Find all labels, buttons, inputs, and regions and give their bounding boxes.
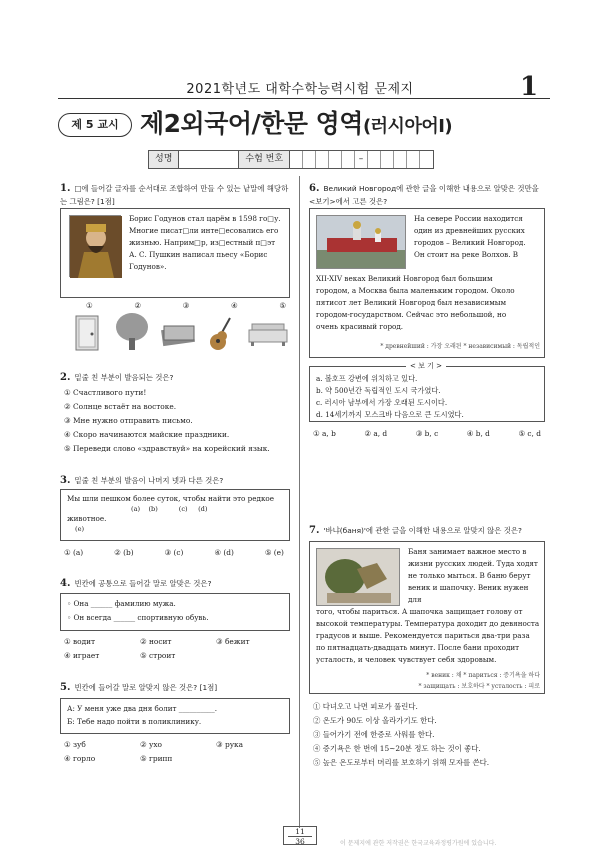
question-prompt: 밑줄 친 부분이 발음되는 것은? (74, 373, 174, 382)
passage-line: XII-XIV веках Великий Новгород был большим (316, 274, 493, 283)
option-4[interactable]: ④ (d) (214, 548, 234, 557)
option-1[interactable]: ① a, b (313, 429, 336, 438)
passage-line: животное. (67, 514, 107, 523)
passage-line: городов – Великий Новгород. (414, 238, 526, 247)
q3-passage-box (60, 489, 290, 541)
id-digit-field[interactable] (420, 151, 433, 168)
novgorod-photo (316, 215, 406, 269)
option-3[interactable]: ③ бежит (216, 637, 250, 646)
q6-bogi-box (309, 362, 545, 422)
option-4[interactable]: ④ Скоро начинаются майские праздники. (64, 430, 230, 439)
passage-line: городом, а Москва была маленьким городом. Около (316, 286, 515, 295)
id-digit-field[interactable] (407, 151, 420, 168)
passage-line: ◦ Он всегда ______ спортивную обувь. (67, 613, 209, 622)
option-4[interactable]: ④ играет (64, 651, 100, 660)
question-1 (60, 182, 292, 208)
q6-passage-box (309, 208, 545, 358)
option-2[interactable]: ② ухо (140, 740, 162, 749)
q5-dialogue-box (60, 698, 290, 734)
q7-gloss-2: * защищать : 보호하다 * усталость : 피로 (418, 683, 540, 690)
q7-passage-body (316, 606, 542, 666)
passage-line: градусов и выше. Рекомендуется париться два-три раза (316, 631, 530, 640)
bogi-label: < 보 기 > (406, 360, 446, 372)
period-badge: 제 5 교시 (58, 113, 132, 137)
option-5[interactable]: ⑤ Переведи слово «здравствуй» на корейский язык. (64, 444, 270, 453)
option-4[interactable]: ④ b, d (466, 429, 490, 438)
q6-gloss: * древнейший : 가장 오래된 * независимый : 독립적인 (380, 343, 540, 350)
passage-line: пятисот лет Великий Новгород был независимым (316, 298, 507, 307)
option-5[interactable]: ⑤ (279, 301, 286, 310)
question-6 (309, 182, 545, 208)
option-3[interactable]: ③ b, c (415, 429, 439, 438)
q7-passage-top (408, 546, 540, 606)
passage-line: Многие писат□ли инте□есовались его (129, 226, 279, 235)
passage-line: того, чтобы париться. А шапочка защищает голову от (316, 607, 523, 616)
id-dash: – (355, 151, 368, 168)
option-2[interactable]: ② (b) (114, 548, 134, 557)
passage-line: один из древнейших русских (414, 226, 525, 235)
option-2[interactable]: ② 온도가 90도 이상 올라가기도 한다. (313, 716, 437, 725)
question-number: 1. (60, 183, 71, 194)
id-digit-field[interactable] (342, 151, 355, 168)
id-digit-field[interactable] (290, 151, 303, 168)
bogi-item: b. 약 500년간 독립적인 도시 국가였다. (316, 386, 441, 395)
passage-line: жизнью. Наприм□р, из□естный п□эт (129, 238, 276, 247)
q5-options (64, 738, 294, 766)
passage-line: ◦ Она ______ фамилию мужа. (67, 599, 176, 608)
id-label: 수험 번호 (239, 151, 290, 168)
id-digit-field[interactable] (316, 151, 329, 168)
question-prompt: Великий Новгород에 관한 글을 이해한 내용으로 알맞은 것만을 <보기>에서 고른 것은? (309, 184, 539, 206)
total-pages: 36 (288, 836, 312, 846)
q1-options (86, 300, 286, 312)
question-number: 4. (60, 578, 71, 589)
option-5[interactable]: ⑤ грипп (140, 754, 173, 763)
q3-options (64, 547, 284, 559)
passage-line: Мы шли пешком более суток, чтобы найти это редкое (67, 494, 275, 503)
passage-line: высокой температуры. Температура доходит до девяноста (316, 619, 540, 628)
option-4[interactable]: ④ горло (64, 754, 96, 763)
q7-gloss-1: * веник : 채 * париться : 증기욕을 하다 (426, 672, 540, 679)
option-3[interactable]: ③ Мне нужно отправить письмо. (64, 416, 193, 425)
question-prompt: □에 들어갈 글자를 순서대로 조합하여 만들 수 있는 낱말에 해당하는 그림은? [1점] (60, 184, 289, 206)
id-digit-field[interactable] (303, 151, 316, 168)
banya-photo (316, 548, 400, 606)
current-page: 11 (295, 827, 305, 836)
subject-title (140, 104, 452, 140)
passage-line: не только мыться. В баню берут (408, 571, 531, 580)
question-prompt: 빈칸에 공통으로 들어갈 말로 알맞은 것은? (74, 579, 212, 588)
q6-options (313, 428, 541, 440)
question-prompt: '바냐(баня)'에 관한 글을 이해한 내용으로 알맞지 않은 것은? (323, 526, 522, 535)
option-5[interactable]: ⑤ 높은 온도로부터 머리를 보호하기 위해 모자를 쓴다. (313, 758, 490, 767)
passage-line: Годунов». (129, 262, 167, 271)
id-digit-field[interactable] (368, 151, 381, 168)
header-divider (58, 98, 550, 99)
subject-name: 제2외국어/한문 영역 (140, 109, 363, 138)
q4-passage-box (60, 593, 290, 631)
passage-line: жизни русских людей. Туда ходят (408, 559, 538, 568)
bogi-item: c. 러시아 남부에서 가장 오래된 도시이다. (316, 398, 448, 407)
option-2[interactable]: ② Солнце встаёт на востоке. (64, 402, 177, 411)
option-5[interactable]: ⑤ c, d (518, 429, 541, 438)
question-prompt: 밑줄 친 부분의 발음이 나머지 넷과 다른 것은? (74, 476, 224, 485)
option-3[interactable]: ③ (182, 301, 190, 310)
q1-passage-box (60, 208, 290, 298)
name-field[interactable] (179, 151, 239, 168)
q7-passage-box (309, 541, 545, 694)
option-5[interactable]: ⑤ строит (140, 651, 176, 660)
option-1[interactable]: ① (86, 301, 93, 310)
page-number: 1 (520, 72, 539, 102)
door-icon (72, 314, 102, 352)
option-2[interactable]: ② (134, 301, 141, 310)
bogi-item: a. 볼호프 강변에 위치하고 있다. (316, 374, 418, 383)
passage-line: по пятнадцать-двадцать минут. После бани проходит (316, 643, 520, 652)
passage-line: На севере России находится (414, 214, 523, 223)
subject-language: (러시아어Ⅰ) (362, 116, 453, 137)
passage-line: Он стоит на реке Волхов. В (414, 250, 519, 259)
q6-passage-body (316, 273, 542, 333)
option-2[interactable]: ② носит (140, 637, 172, 646)
question-3 (60, 474, 292, 487)
sofa-icon (248, 318, 288, 348)
dialogue-line: Б: Тебе надо пойти в поликлинику. (67, 717, 202, 726)
q7-options (313, 700, 545, 770)
q6-passage-top (414, 213, 540, 261)
underline-mark-e: (e) (75, 525, 85, 533)
passage-line: А. С. Пушкин написал пьесу «Борис (129, 250, 268, 259)
dialogue-line: А: У меня уже два дня болит __________. (67, 704, 218, 713)
question-7 (309, 524, 545, 537)
passage-line: веник и шапочку. Веник нужен для (408, 583, 529, 604)
option-3[interactable]: ③ рука (216, 740, 244, 749)
page-counter (283, 826, 317, 845)
candidate-info-row (148, 150, 434, 169)
question-5 (60, 681, 292, 694)
option-3[interactable]: ③ (c) (164, 548, 184, 557)
id-digit-field[interactable] (329, 151, 342, 168)
q1-passage-text (129, 213, 285, 273)
exam-title: 2021학년도 대학수학능력시험 문제지 (186, 82, 414, 97)
passage-line: Борис Годунов стал царём в 1598 го□у. (129, 214, 281, 223)
passage-line: очень красивый город. (316, 322, 404, 331)
question-number: 5. (60, 682, 71, 693)
money-icon (160, 322, 196, 348)
option-2[interactable]: ② a, d (364, 429, 388, 438)
passage-line: Баня занимает важное место в (408, 547, 527, 556)
question-2 (60, 371, 292, 384)
bogi-item: d. 14세기까지 모스크바 다음으로 큰 도시였다. (316, 410, 464, 419)
id-digit-field[interactable] (394, 151, 407, 168)
option-1[interactable]: ① водит (64, 637, 96, 646)
q4-options (64, 635, 294, 663)
underline-marks: (a) (b) (c) (d) (131, 505, 208, 513)
portrait-image (69, 215, 121, 277)
column-divider (299, 176, 300, 828)
option-1[interactable]: ① (a) (64, 548, 84, 557)
question-number: 7. (309, 525, 320, 536)
q2-options (64, 386, 294, 456)
option-1[interactable]: ① зуб (64, 740, 86, 749)
option-1[interactable]: ① 다녀오고 나면 피로가 풀린다. (313, 702, 418, 711)
question-prompt: 빈칸에 들어갈 말로 알맞지 않은 것은? [1점] (74, 683, 218, 692)
copyright-notice: 이 문제지에 관한 저작권은 한국교육과정평가원에 있습니다. (340, 840, 497, 847)
name-label: 성명 (149, 151, 179, 168)
option-1[interactable]: ① Счастливого пути! (64, 388, 147, 397)
passage-line: усталость, и человек чувствует себя здоровым. (316, 655, 497, 664)
passage-line: городом-государством. Сейчас это небольшой, но (316, 310, 507, 319)
option-4[interactable]: ④ 증기욕은 한 번에 15~20분 정도 하는 것이 좋다. (313, 744, 481, 753)
question-number: 3. (60, 475, 71, 486)
id-digit-field[interactable] (381, 151, 394, 168)
option-5[interactable]: ⑤ (e) (264, 548, 284, 557)
question-number: 6. (309, 183, 320, 194)
question-number: 2. (60, 372, 71, 383)
guitar-icon (208, 314, 238, 352)
option-3[interactable]: ③ 들어가기 전에 한증로 사워를 한다. (313, 730, 435, 739)
question-4 (60, 577, 292, 590)
tree-icon (114, 312, 150, 352)
option-4[interactable]: ④ (230, 301, 238, 310)
